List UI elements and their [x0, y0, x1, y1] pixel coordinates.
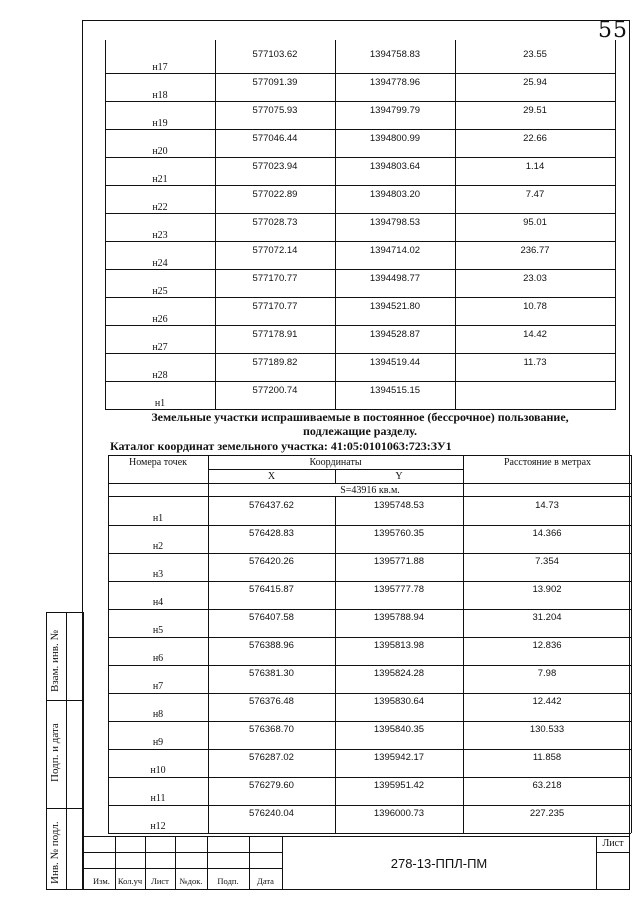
area-value: S=43916 кв.м. [340, 485, 400, 496]
distance-value: 10.78 [523, 301, 547, 312]
x-value: 577091.39 [252, 77, 298, 88]
distance-value: 14.73 [535, 500, 559, 511]
x-value: 577022.89 [252, 189, 298, 200]
point-label: н21 [152, 174, 168, 185]
catalog-title: Каталог координат земельного участка: 41:05:0101063:723:ЗУ1 [110, 439, 452, 453]
point-label: н3 [152, 569, 164, 580]
y-value: 1394803.20 [369, 189, 421, 200]
point-label: н19 [152, 118, 168, 129]
header-x: X [267, 471, 276, 482]
y-value: 1394519.44 [369, 357, 421, 368]
x-value: 576240.04 [249, 808, 294, 819]
stamp-podp: Подп. и дата [49, 723, 61, 782]
distance-value: 7.98 [537, 668, 557, 679]
distance-value: 23.55 [523, 49, 547, 60]
header-distance: Расстояние в метрах [503, 457, 592, 468]
y-value: 1395942.17 [373, 752, 425, 763]
header-coordinates: Координаты [309, 457, 362, 468]
table-row [108, 833, 631, 834]
x-value: 577178.91 [252, 329, 298, 340]
point-label: н17 [152, 62, 168, 73]
y-value: 1395813.98 [373, 640, 425, 651]
x-value: 577189.82 [252, 357, 298, 368]
distance-value: 12.442 [532, 696, 562, 707]
distance-value: 11.858 [532, 752, 562, 763]
x-value: 577170.77 [252, 301, 298, 312]
table-row [108, 805, 631, 806]
distance-value: 29.51 [523, 105, 547, 116]
header-points: Номера точек [128, 457, 188, 468]
point-label: н26 [152, 314, 168, 325]
table-row [108, 581, 631, 582]
section-heading: Земельные участки испрашиваемые в постоянное (бессрочное) пользование, [151, 410, 569, 424]
y-value: 1395840.35 [373, 724, 425, 735]
y-value: 1394714.02 [369, 245, 421, 256]
tb-podp: Подп. [217, 876, 239, 886]
point-label: н6 [152, 653, 164, 664]
distance-value: 130.533 [529, 724, 565, 735]
table-row [108, 693, 631, 694]
y-value: 1394803.64 [369, 161, 421, 172]
y-value: 1395788.94 [373, 612, 425, 623]
table-row [108, 665, 631, 666]
x-value: 577028.73 [252, 217, 298, 228]
tb-n-dok: №док. [179, 876, 203, 886]
point-label: н2 [152, 541, 164, 552]
x-value: 577170.77 [252, 273, 298, 284]
x-value: 576381.30 [249, 668, 294, 679]
x-value: 576407.58 [249, 612, 294, 623]
y-value: 1395760.35 [373, 528, 425, 539]
table-row [108, 777, 631, 778]
tb-izm: Изм. [93, 876, 110, 886]
distance-value: 236.77 [520, 245, 550, 256]
distance-value: 23.03 [523, 273, 547, 284]
point-label: н27 [152, 342, 168, 353]
document-code: 278-13-ППЛ-ПМ [390, 856, 488, 871]
y-value: 1396000.73 [373, 808, 425, 819]
point-label: н5 [152, 625, 164, 636]
y-value: 1394528.87 [369, 329, 421, 340]
distance-value: 7.47 [525, 189, 545, 200]
y-value: 1394800.99 [369, 133, 421, 144]
y-value: 1395777.78 [373, 584, 425, 595]
x-value: 577023.94 [252, 161, 298, 172]
x-value: 576287.02 [249, 752, 294, 763]
section-heading-line2: подлежащие разделу. [303, 424, 417, 438]
point-label: н10 [150, 765, 166, 776]
distance-value: 12.836 [532, 640, 562, 651]
distance-value: 22.66 [523, 133, 547, 144]
table2-col-line [631, 497, 632, 833]
y-value: 1394515.15 [369, 385, 421, 396]
point-label: н1 [152, 513, 164, 524]
table-row [108, 637, 631, 638]
x-value: 576388.96 [249, 640, 294, 651]
x-value: 577075.93 [252, 105, 298, 116]
point-label: н12 [150, 821, 166, 832]
x-value: 576368.70 [249, 724, 294, 735]
point-label: н18 [152, 90, 168, 101]
y-value: 1395951.42 [373, 780, 425, 791]
point-label: н4 [152, 597, 164, 608]
x-value: 577200.74 [252, 385, 298, 396]
y-value: 1394799.79 [369, 105, 421, 116]
tb-sheet-label: Лист [602, 838, 624, 849]
point-label: н20 [152, 146, 168, 157]
point-label: н23 [152, 230, 168, 241]
distance-value: 31.204 [532, 612, 562, 623]
stamp-inv: Инв. № подл. [49, 821, 61, 884]
table-row [108, 609, 631, 610]
point-label: н28 [152, 370, 168, 381]
y-value: 1395824.28 [373, 668, 425, 679]
y-value: 1394521.80 [369, 301, 421, 312]
x-value: 577103.62 [252, 49, 298, 60]
distance-value: 63.218 [532, 780, 562, 791]
stamp-vzam: Взам. инв. № [49, 630, 61, 692]
tb-list: Лист [151, 876, 169, 886]
x-value: 577046.44 [252, 133, 298, 144]
y-value: 1394758.83 [369, 49, 421, 60]
distance-value: 14.42 [523, 329, 547, 340]
point-label: н9 [152, 737, 164, 748]
x-value: 577072.14 [252, 245, 298, 256]
x-value: 576376.48 [249, 696, 294, 707]
page-number: 55 [598, 18, 628, 43]
point-label: н25 [152, 286, 168, 297]
x-value: 576415.87 [249, 584, 294, 595]
point-label: н1 [154, 398, 166, 409]
distance-value: 13.902 [532, 584, 562, 595]
point-label: н24 [152, 258, 168, 269]
y-value: 1394798.53 [369, 217, 421, 228]
table-row [108, 749, 631, 750]
y-value: 1395830.64 [373, 696, 425, 707]
distance-value: 11.73 [523, 357, 547, 368]
x-value: 576428.83 [249, 528, 294, 539]
y-value: 1394498.77 [369, 273, 421, 284]
distance-value: 25.94 [523, 77, 547, 88]
distance-value: 7.354 [535, 556, 559, 567]
point-label: н7 [152, 681, 164, 692]
header-y: Y [395, 471, 403, 482]
distance-value: 14.366 [532, 528, 562, 539]
point-label: н22 [152, 202, 168, 213]
distance-value: 227.235 [529, 808, 565, 819]
table1-col-line [615, 40, 616, 410]
table-row [108, 721, 631, 722]
tb-kol-uch: Кол.уч [117, 876, 143, 886]
point-label: н8 [152, 709, 164, 720]
y-value: 1395748.53 [373, 500, 425, 511]
table-row [108, 525, 631, 526]
x-value: 576437.62 [249, 500, 294, 511]
x-value: 576279.60 [249, 780, 294, 791]
table-row [108, 553, 631, 554]
y-value: 1395771.88 [373, 556, 425, 567]
point-label: н11 [150, 793, 166, 804]
tb-data: Дата [257, 876, 274, 886]
distance-value: 1.14 [525, 161, 545, 172]
y-value: 1394778.96 [369, 77, 421, 88]
distance-value: 95.01 [523, 217, 547, 228]
x-value: 576420.26 [249, 556, 294, 567]
